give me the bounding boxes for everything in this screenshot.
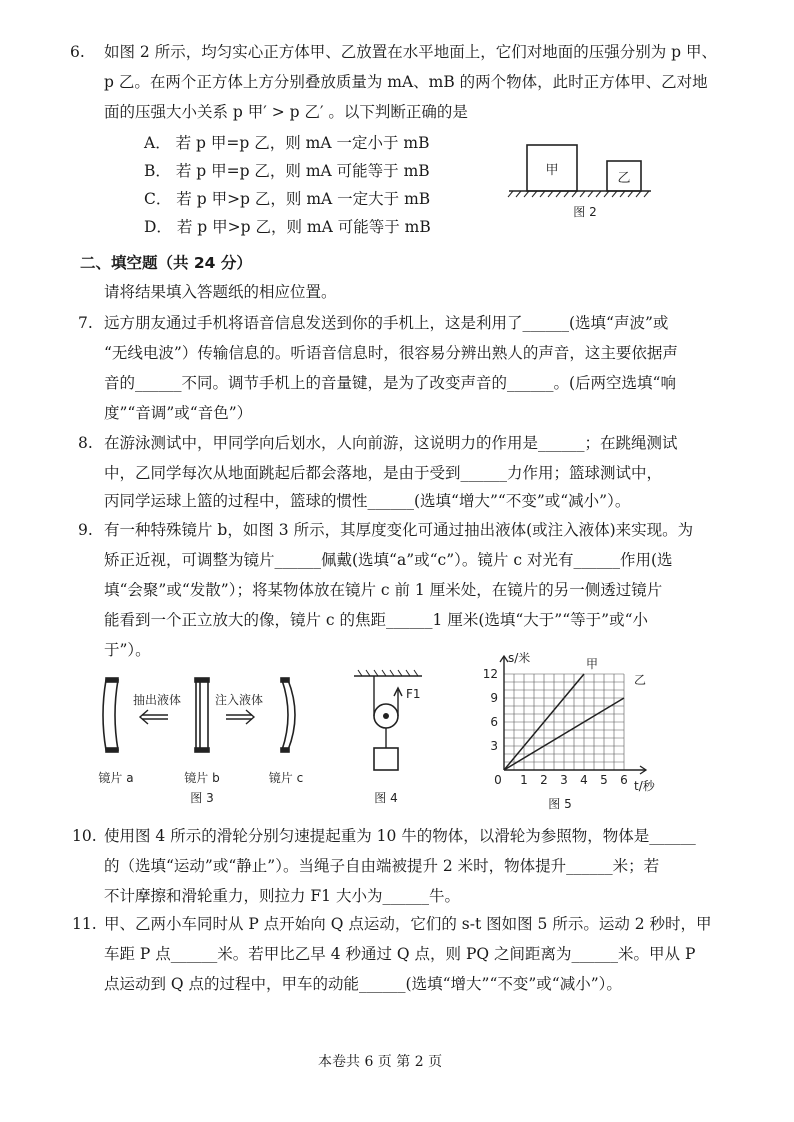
q8-line-1: 在游泳测试中，甲同学向后划水，人向前游，这说明力的作用是______；在跳绳测试 — [104, 434, 678, 452]
q8-line-3: 丙同学运球上篮的过程中，篮球的惯性______(选填“增大”“不变”或“减小”）。 — [104, 492, 631, 510]
section-2-title: 二、填空题（共 24 分） — [80, 254, 252, 272]
block-yi-label: 乙 — [617, 171, 631, 186]
x-tick-label: 0 — [494, 773, 502, 787]
figure-5-caption: 图 5 — [548, 797, 572, 811]
figure-3-caption: 图 3 — [190, 791, 214, 805]
q10-line-1: 使用图 4 所示的滑轮分别匀速提起重为 10 牛的物体，以滑轮为参照物，物体是______ — [104, 827, 696, 845]
q11-line-2: 车距 P 点______米。若甲比乙早 4 秒通过 Q 点，则 PQ 之间距离为______米。甲从 P — [104, 945, 696, 963]
q7-line-1: 远方朋友通过手机将语音信息发送到你的手机上，这是利用了______(选填“声波”或 — [104, 314, 669, 332]
q8-number: 8. — [78, 434, 93, 452]
x-tick-label: 5 — [600, 773, 608, 787]
q9-line-2: 矫正近视，可调整为镜片______佩戴(选填“a”或“c”）。镜片 c 对光有______作用(选 — [104, 551, 673, 569]
y-tick-label: 9 — [490, 691, 498, 705]
q7-line-2: “无线电波”）传输信息的。听语音信息时，很容易分辨出熟人的声音，这主要依据声 — [104, 344, 678, 362]
chart-labels — [508, 650, 656, 793]
x-tick-label: 1 — [520, 773, 528, 787]
q6-number: 6. — [70, 43, 85, 61]
y-tick-label: 3 — [490, 739, 498, 753]
lens-c — [281, 678, 295, 752]
q10-line-2: 的（选填“运动”或“静止”）。当绳子自由端被提升 2 米时，物体提升______米；若 — [104, 857, 660, 875]
lens-b — [195, 678, 209, 752]
q7-number: 7. — [78, 314, 93, 332]
y-tick-label: 6 — [490, 715, 498, 729]
q11-number: 11. — [72, 915, 97, 933]
q11-line-1: 甲、乙两小车同时从 P 点开始向 Q 点运动，它们的 s-t 图如图 5 所示。运动 2 秒时，甲 — [104, 915, 712, 933]
q10-line-3: 不计摩擦和滑轮重力，则拉力 F1 大小为______牛。 — [104, 887, 460, 905]
q7-line-3: 音的______不同。调节手机上的音量键，是为了改变声音的______。(后两空选填“响 — [104, 374, 676, 392]
arrow-extract — [140, 710, 168, 724]
q9-line-4: 能看到一个正立放大的像，镜片 c 的焦距______1 厘米(选填“大于”“等于”或“小 — [104, 611, 648, 629]
lens-a-label: 镜片 a — [98, 771, 134, 785]
lens-c-label: 镜片 c — [268, 771, 304, 785]
x-axis-label: t/秒 — [634, 779, 655, 793]
q9-line-1: 有一种特殊镜片 b，如图 3 所示，其厚度变化可通过抽出液体(或注入液体)来实现。为 — [104, 521, 694, 539]
q8-line-2: 中，乙同学每次从地面跳起后都会落地，是由于受到______力作用；篮球测试中， — [104, 464, 663, 482]
y-axis-label: s/米 — [508, 651, 531, 665]
figure-4-caption: 图 4 — [374, 791, 398, 805]
ground-hatch — [508, 191, 649, 197]
force-label: F1 — [406, 687, 421, 701]
figure-2 — [505, 140, 655, 220]
figure-5-chart — [474, 642, 674, 814]
q9-line-5: 于”）。 — [104, 641, 151, 659]
y-tick-label: 12 — [482, 667, 498, 681]
q7-line-4: 度”“音调”或“音色”） — [104, 404, 253, 422]
series-label: 乙 — [634, 673, 647, 687]
x-tick-label: 6 — [620, 773, 628, 787]
x-tick-label: 3 — [560, 773, 568, 787]
x-tick-label: 2 — [540, 773, 548, 787]
q6-line-1: 如图 2 所示，均匀实心正方体甲、乙放置在水平地面上，它们对地面的压强分别为 p 甲、 — [104, 43, 717, 61]
q9-line-3: 填“会聚”或“发散”）；将某物体放在镜片 c 前 1 厘米处，在镜片的另一侧透过镜片 — [104, 581, 663, 599]
figure-2-caption: 图 2 — [573, 205, 597, 219]
x-tick-label: 4 — [580, 773, 588, 787]
load-block — [374, 748, 398, 770]
q6-option-a: A． 若 p 甲=p 乙，则 mA 一定小于 mB — [144, 134, 430, 152]
q10-number: 10. — [72, 827, 97, 845]
q6-option-c: C． 若 p 甲>p 乙，则 mA 一定大于 mB — [144, 190, 431, 208]
block-jia-label: 甲 — [545, 163, 559, 178]
q9-number: 9. — [78, 521, 93, 539]
ceiling-hatch — [358, 670, 418, 676]
page-footer: 本卷共 6 页 第 2 页 — [318, 1054, 443, 1070]
q11-line-3: 点运动到 Q 点的过程中，甲车的动能______(选填“增大”“不变”或“减小”）。 — [104, 975, 622, 993]
q6-line-3: 面的压强大小关系 p 甲′ > p 乙′ 。以下判断正确的是 — [104, 103, 468, 121]
lens-b-label: 镜片 b — [184, 771, 220, 785]
figure-4 — [348, 668, 438, 810]
arrow-inject — [226, 710, 254, 724]
chart-grid — [504, 674, 624, 770]
arrow-extract-label: 抽出液体 — [132, 693, 182, 707]
q6-option-b: B． 若 p 甲=p 乙，则 mA 可能等于 mB — [144, 162, 430, 180]
figure-3 — [96, 670, 326, 810]
q6-line-2: p 乙。在两个正方体上方分别叠放质量为 mA、mB 的两个物体，此时正方体甲、乙对地 — [104, 73, 708, 91]
lens-a — [103, 678, 118, 752]
series-label: 甲 — [586, 657, 599, 671]
section-2-instruction: 请将结果填入答题纸的相应位置。 — [104, 283, 337, 301]
pulley-axle — [383, 713, 389, 719]
q6-option-d: D． 若 p 甲>p 乙，则 mA 可能等于 mB — [144, 218, 431, 236]
arrow-inject-label: 注入液体 — [214, 693, 264, 707]
